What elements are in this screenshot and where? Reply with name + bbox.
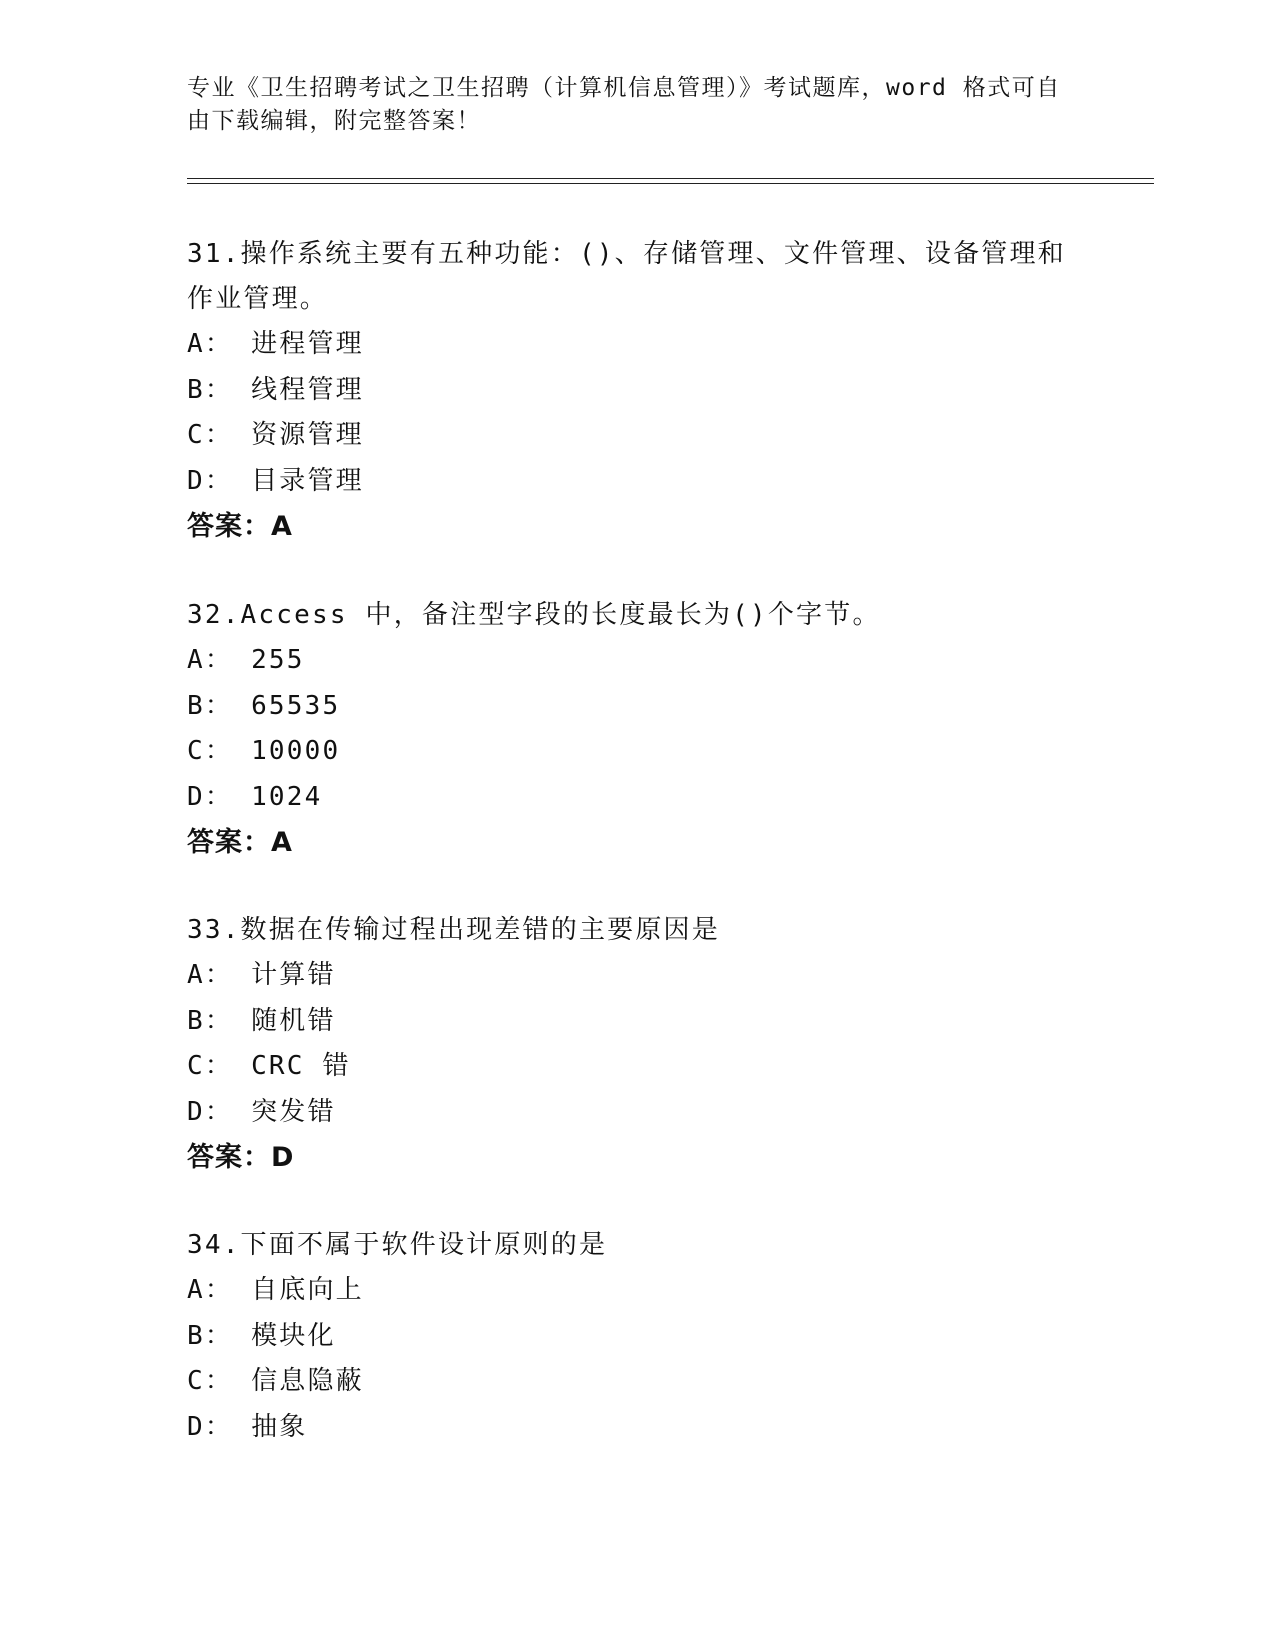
- option-key: A：: [187, 645, 234, 675]
- question-33: [187, 908, 1087, 1181]
- header-line-1: 专业《卫生招聘考试之卫生招聘（计算机信息管理）》考试题库，word 格式可自: [187, 75, 1061, 101]
- question-stem: 34.下面不属于软件设计原则的是: [187, 1230, 608, 1260]
- option-key: B：: [187, 1005, 234, 1036]
- question-stem: 33.数据在传输过程出现差错的主要原因是: [187, 915, 720, 945]
- option-text: 抽象: [251, 1411, 308, 1442]
- option-d: [187, 775, 1087, 821]
- answer: 答案：A: [187, 511, 293, 542]
- option-text: 随机错: [251, 1005, 336, 1036]
- option-key: D：: [187, 1096, 234, 1127]
- header-line-2: 由下载编辑，附完整答案！: [187, 108, 481, 134]
- option-key: D：: [187, 781, 234, 812]
- option-a: [187, 953, 1087, 999]
- option-text: 目录管理: [251, 465, 364, 496]
- option-d: [187, 1405, 1087, 1451]
- option-d: [187, 459, 1087, 505]
- option-text: 资源管理: [251, 420, 364, 450]
- answer: 答案：A: [187, 827, 293, 858]
- option-key: D：: [187, 465, 234, 496]
- question-32: [187, 593, 1087, 866]
- option-text: 10000: [251, 736, 341, 766]
- question-stem: 31.操作系统主要有五种功能：()、存储管理、文件管理、设备管理和: [187, 239, 1066, 269]
- option-text: 突发错: [251, 1096, 336, 1127]
- option-text: 255: [251, 645, 305, 675]
- option-b: [187, 684, 1087, 730]
- option-a: [187, 322, 1087, 368]
- option-text: 信息隐蔽: [251, 1366, 364, 1396]
- option-a: [187, 1268, 1087, 1314]
- header-divider-bottom: [187, 183, 1154, 184]
- option-d: [187, 1090, 1087, 1136]
- option-key: A：: [187, 960, 234, 990]
- option-key: D：: [187, 1411, 234, 1442]
- option-key: B：: [187, 690, 234, 721]
- question-34: [187, 1223, 1087, 1450]
- option-b: [187, 1314, 1087, 1360]
- option-key: C：: [187, 1366, 234, 1396]
- option-c: [187, 1044, 1087, 1090]
- option-c: [187, 729, 1087, 775]
- header-divider-top: [187, 178, 1154, 179]
- option-text: 65535: [251, 690, 341, 721]
- question-stem: 32.Access 中，备注型字段的长度最长为()个字节。: [187, 600, 881, 630]
- option-key: C：: [187, 736, 234, 766]
- option-text: 模块化: [251, 1320, 336, 1351]
- option-text: 计算错: [251, 960, 336, 990]
- option-key: A：: [187, 329, 234, 359]
- option-c: [187, 413, 1087, 459]
- answer: 答案：D: [187, 1142, 295, 1173]
- question-stem-continued: 作业管理。: [187, 284, 329, 314]
- document-header: [187, 72, 1067, 138]
- option-text: CRC 错: [251, 1051, 351, 1081]
- option-key: B：: [187, 1320, 234, 1351]
- option-text: 进程管理: [251, 329, 364, 359]
- option-text: 线程管理: [251, 374, 364, 405]
- option-text: 1024: [251, 781, 323, 812]
- option-b: [187, 999, 1087, 1045]
- option-key: A：: [187, 1275, 234, 1305]
- option-key: C：: [187, 1051, 234, 1081]
- question-31: [187, 232, 1087, 550]
- option-key: B：: [187, 374, 234, 405]
- option-c: [187, 1359, 1087, 1405]
- option-a: [187, 638, 1087, 684]
- option-text: 自底向上: [251, 1275, 364, 1305]
- option-b: [187, 368, 1087, 414]
- option-key: C：: [187, 420, 234, 450]
